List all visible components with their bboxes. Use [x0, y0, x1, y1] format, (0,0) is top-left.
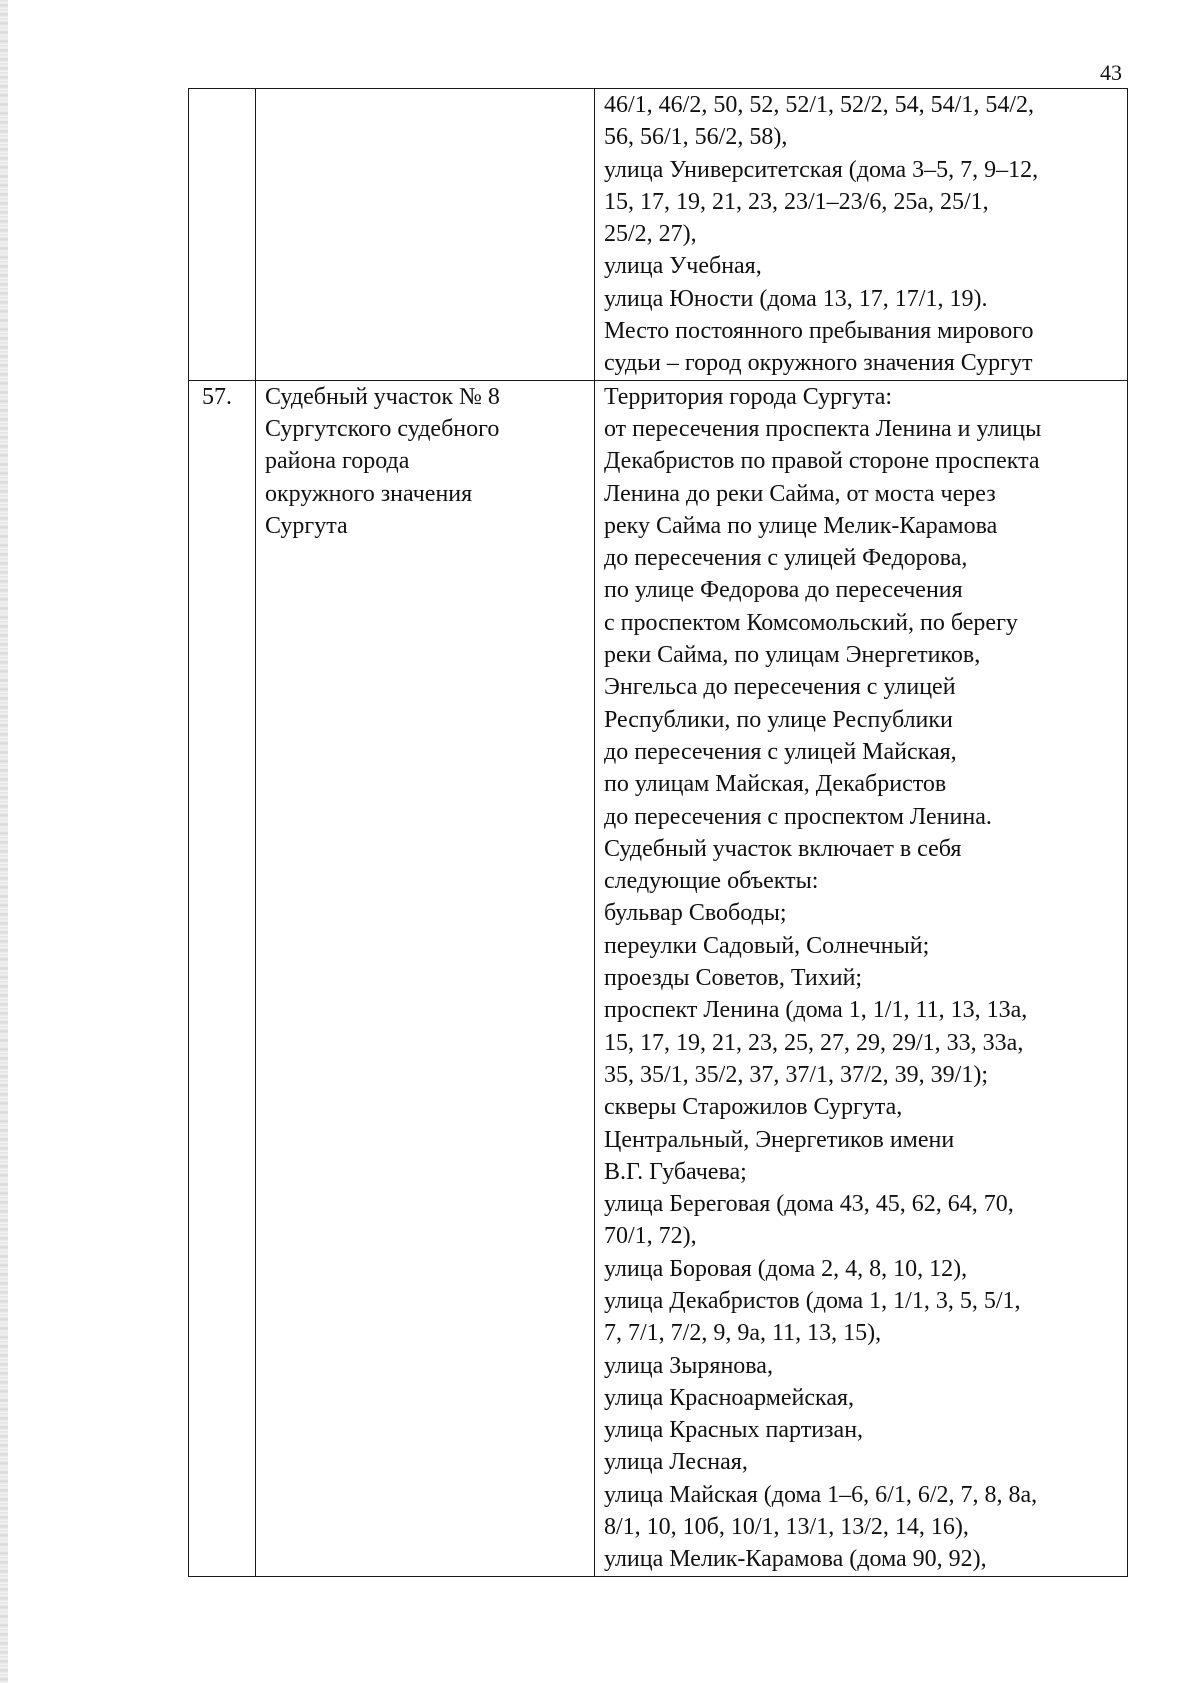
- text-line: улица Университетская (дома 3–5, 7, 9–12,: [604, 156, 1039, 183]
- text-line: 46/1, 46/2, 50, 52, 52/1, 52/2, 54, 54/1, 54/2,: [604, 92, 1035, 118]
- court-name-cell: [256, 380, 595, 1576]
- text-line: улица Юности (дома 13, 17, 17/1, 19).: [604, 285, 988, 312]
- text-line: 70/1, 72),: [604, 1223, 697, 1250]
- row-number-cell: [189, 89, 256, 381]
- text-line: Судебный участок включает в себя: [604, 835, 962, 862]
- text-line: улица Береговая (дома 43, 45, 62, 64, 70,: [604, 1191, 1014, 1218]
- text-line: улица Мелик-Карамова (дома 90, 92),: [604, 1546, 987, 1573]
- description-cell: [595, 380, 1128, 1576]
- row-number-cell: [189, 380, 256, 1576]
- text-line: улица Красных партизан,: [604, 1417, 864, 1444]
- text-line: улица Лесная,: [604, 1449, 748, 1476]
- text-line: реку Сайма по улице Мелик-Карамова: [604, 512, 998, 539]
- text-line: Сургутского судебного: [265, 415, 500, 442]
- text-line: В.Г. Губачева;: [604, 1158, 747, 1185]
- text-line: реки Сайма, по улицам Энергетиков,: [604, 642, 981, 669]
- text-line: по улицам Майская, Декабристов: [604, 771, 947, 798]
- text-line: улица Декабристов (дома 1, 1/1, 3, 5, 5/1,: [604, 1287, 1021, 1314]
- text-line: проспект Ленина (дома 1, 1/1, 11, 13, 13а,: [604, 997, 1028, 1024]
- description-cell: [595, 89, 1128, 381]
- text-line: Территория города Сургута:: [604, 383, 893, 410]
- text-line: бульвар Свободы;: [604, 900, 787, 927]
- text-line: скверы Старожилов Сургута,: [604, 1094, 903, 1121]
- text-line: района города: [265, 448, 410, 475]
- jurisdiction-table: [188, 88, 1128, 1577]
- text-line: 15, 17, 19, 21, 23, 25, 27, 29, 29/1, 33, 33а,: [604, 1029, 1024, 1056]
- text-line: 25/2, 27),: [604, 221, 697, 248]
- text-line: 15, 17, 19, 21, 23, 23/1–23/6, 25а, 25/1,: [604, 188, 989, 215]
- text-line: от пересечения проспекта Ленина и улицы: [604, 415, 1042, 442]
- text-line: улица Майская (дома 1–6, 6/1, 6/2, 7, 8, 8а,: [604, 1481, 1038, 1508]
- scan-edge: [0, 0, 8, 1683]
- text-line: 56, 56/1, 56/2, 58),: [604, 124, 788, 151]
- text-line: проезды Советов, Тихий;: [604, 965, 863, 992]
- text-line: Республики, по улице Республики: [604, 706, 953, 733]
- text-line: Судебный участок № 8: [265, 383, 500, 410]
- text-line: Ленина до реки Сайма, от моста через: [604, 480, 996, 507]
- table-row: [189, 380, 1128, 1576]
- text-line: окружного значения: [265, 480, 473, 507]
- text-line: по улице Федорова до пересечения: [604, 577, 963, 604]
- text-line: Сургута: [265, 512, 348, 539]
- text-line: следующие объекты:: [604, 868, 819, 895]
- text-line: до пересечения с улицей Федорова,: [604, 545, 968, 572]
- text-line: улица Боровая (дома 2, 4, 8, 10, 12),: [604, 1255, 968, 1282]
- text-line: Энгельса до пересечения с улицей: [604, 674, 956, 701]
- text-line: Место постоянного пребывания мирового: [604, 318, 1034, 345]
- text-line: улица Зырянова,: [604, 1352, 773, 1379]
- text-line: Декабристов по правой стороне проспекта: [604, 448, 1040, 475]
- text-line: 7, 7/1, 7/2, 9, 9а, 11, 13, 15),: [604, 1320, 882, 1347]
- text-line: 8/1, 10, 10б, 10/1, 13/1, 13/2, 14, 16),: [604, 1514, 969, 1541]
- row-number: 57.: [202, 383, 232, 410]
- text-line: улица Учебная,: [604, 253, 762, 280]
- page-number: 43: [1100, 60, 1122, 85]
- text-line: 35, 35/1, 35/2, 37, 37/1, 37/2, 39, 39/1);: [604, 1061, 988, 1088]
- text-line: Центральный, Энергетиков имени: [604, 1126, 955, 1153]
- court-name-cell: [256, 89, 595, 381]
- text-line: до пересечения с проспектом Ленина.: [604, 803, 992, 830]
- text-line: до пересечения с улицей Майская,: [604, 738, 957, 765]
- table-row: [189, 89, 1128, 381]
- text-line: переулки Садовый, Солнечный;: [604, 932, 930, 959]
- text-line: с проспектом Комсомольский, по берегу: [604, 609, 1018, 636]
- text-line: судьи – город окружного значения Сургут: [604, 350, 1033, 377]
- text-line: улица Красноармейская,: [604, 1384, 855, 1411]
